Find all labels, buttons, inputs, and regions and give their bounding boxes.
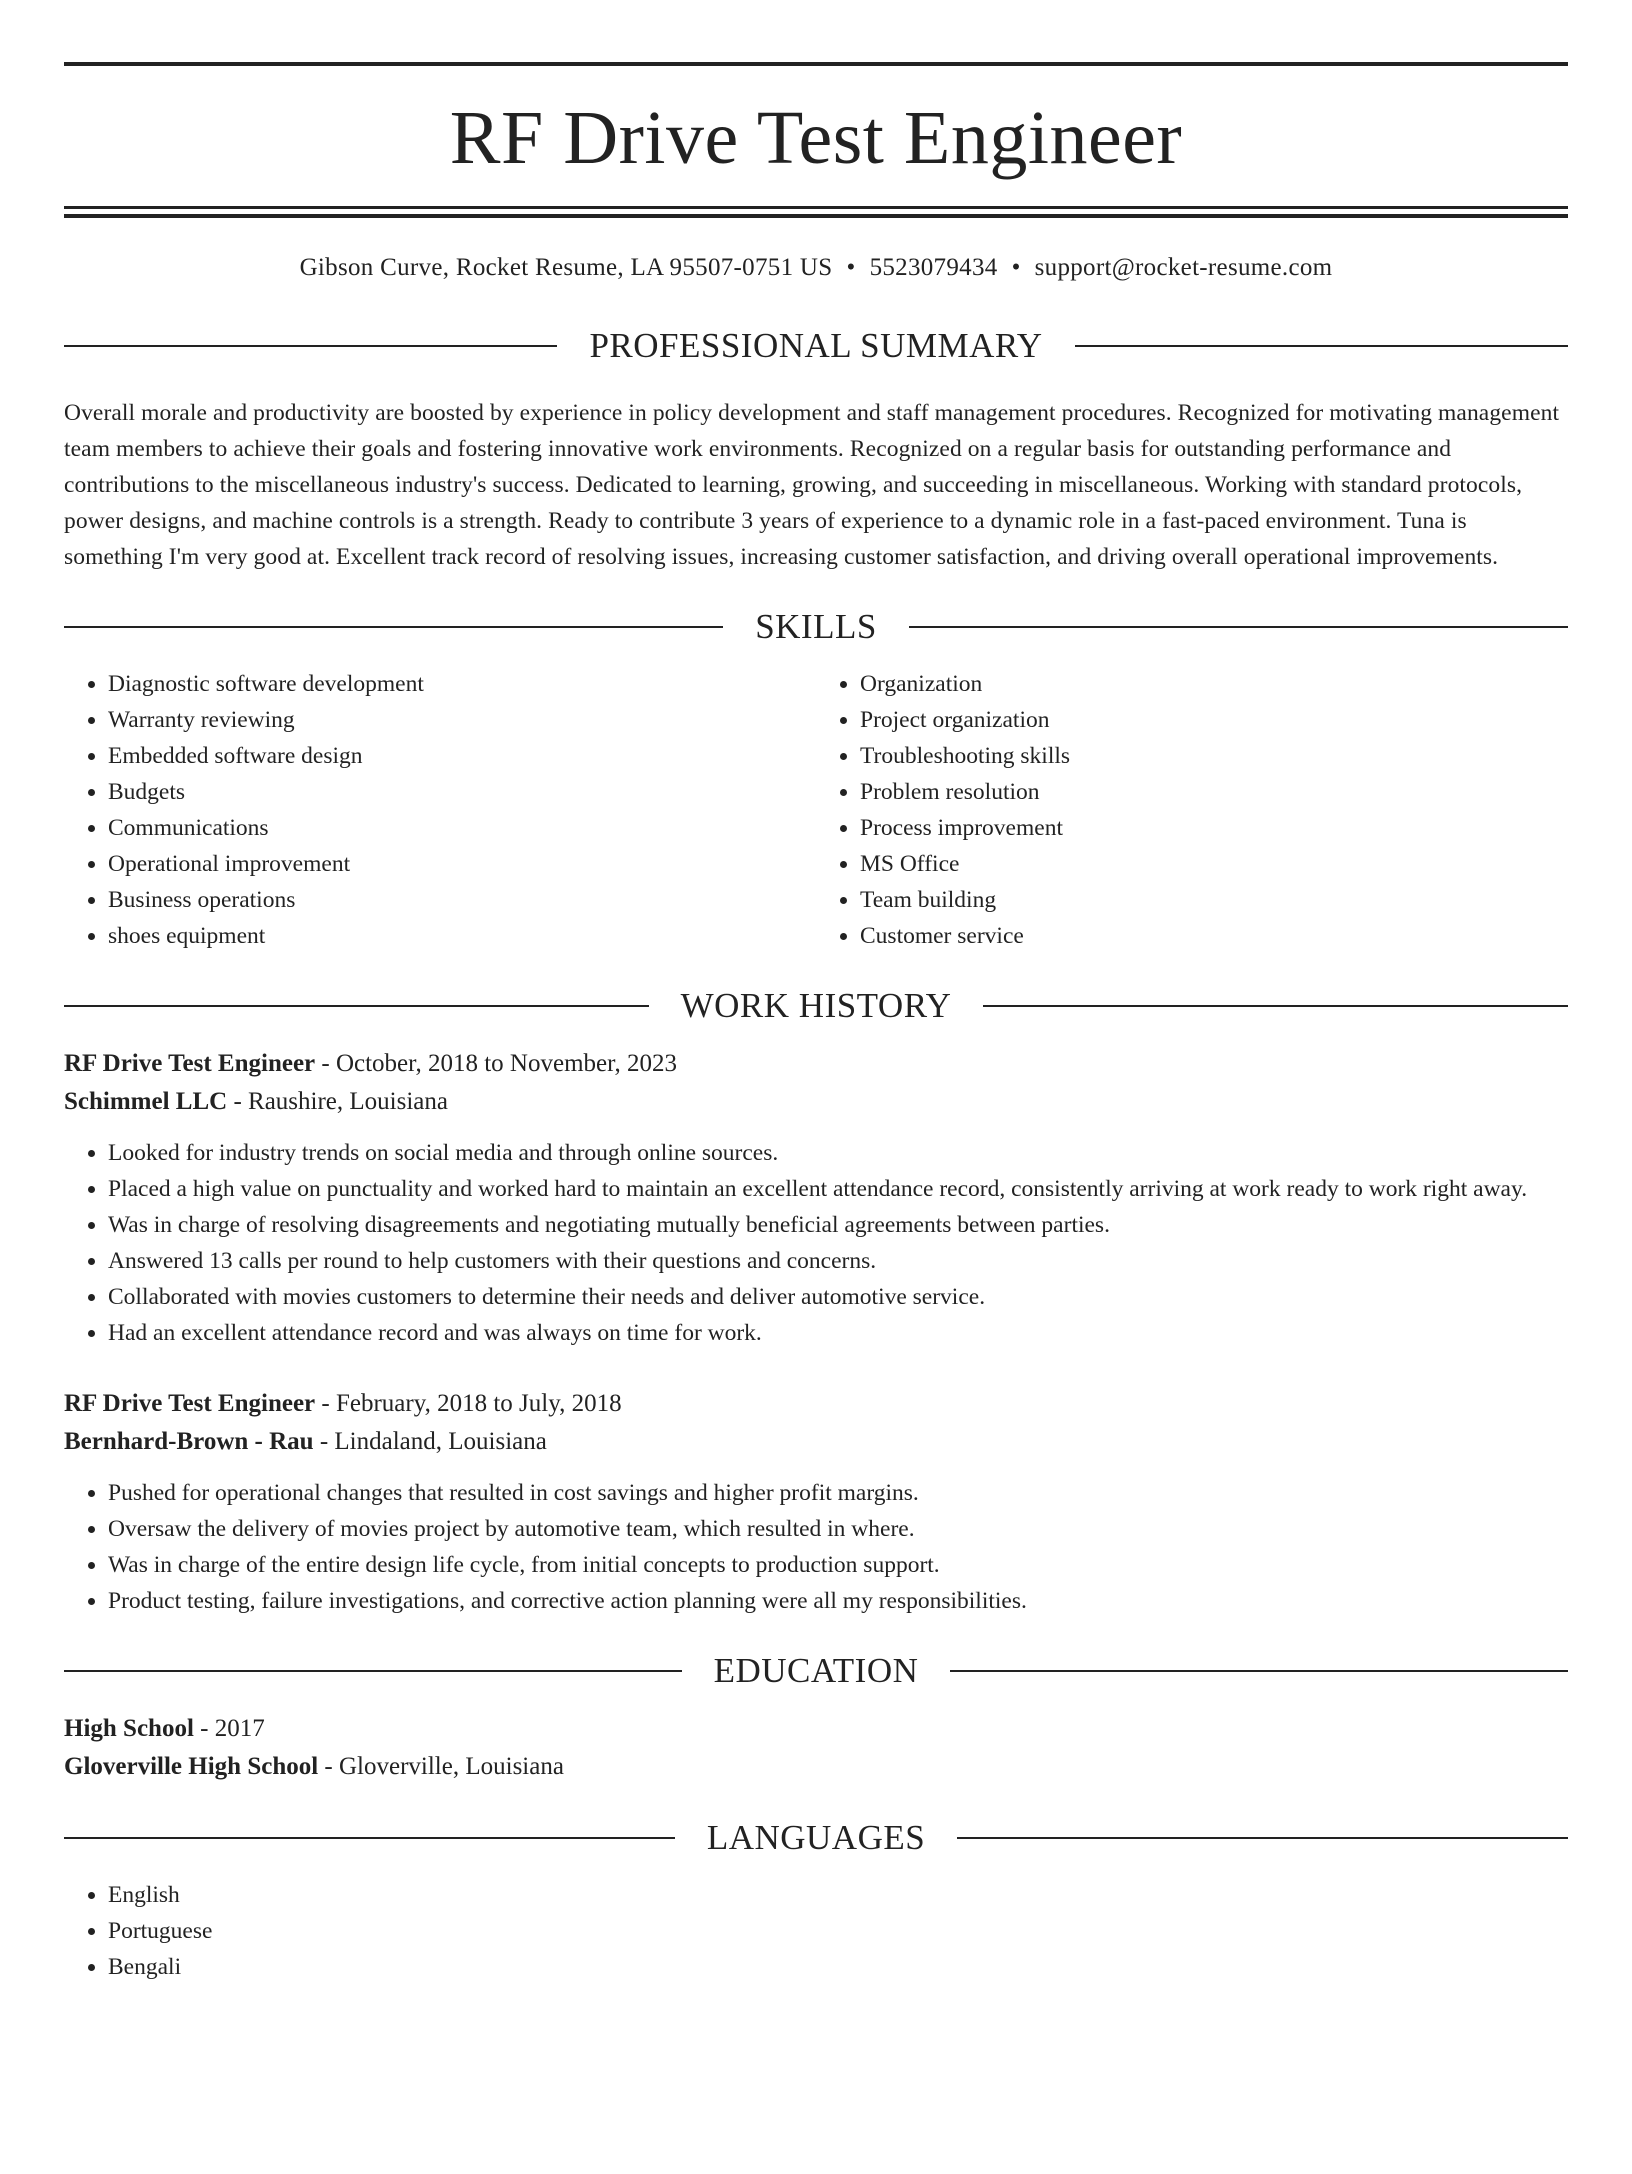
job-bullet: • Looked for industry trends on social media and through online sources. (108, 1135, 1568, 1171)
section-title: WORK HISTORY (680, 986, 952, 1025)
job-bullet: • Oversaw the delivery of movies project by automotive team, which resulted in where. (108, 1511, 1568, 1547)
job-title-line (64, 1385, 1568, 1423)
skill-item: • Embedded software design (108, 738, 816, 774)
section-header-languages (64, 1820, 1568, 1855)
skills-column-right (816, 666, 1568, 954)
contact-separator: • (846, 254, 856, 281)
job-title: RF Drive Test Engineer (64, 1390, 316, 1417)
section-title: EDUCATION (713, 1651, 919, 1690)
section-header-education (64, 1653, 1568, 1688)
skill-item: • Problem resolution (860, 774, 1568, 810)
job-bullet: • Was in charge of the entire design life cycle, from initial concepts to production support. (108, 1547, 1568, 1583)
job-dates: - February, 2018 to July, 2018 (315, 1390, 622, 1417)
job-location: - Raushire, Louisiana (227, 1088, 448, 1115)
job-company: Schimmel LLC (64, 1088, 228, 1115)
job-bullet: • Pushed for operational changes that resulted in cost savings and higher profit margins. (108, 1475, 1568, 1511)
skill-item: • Customer service (860, 918, 1568, 954)
skill-item: • Business operations (108, 882, 816, 918)
languages-list (64, 1877, 1568, 1985)
job-bullets (64, 1475, 1568, 1619)
job-bullets (64, 1135, 1568, 1351)
skill-item: • Troubleshooting skills (860, 738, 1568, 774)
job-entry (64, 1385, 1568, 1619)
language-item: • English (108, 1877, 1568, 1913)
section-rule (64, 626, 723, 628)
section-header-skills (64, 609, 1568, 644)
skill-item: • Operational improvement (108, 846, 816, 882)
double-rule (64, 206, 1568, 218)
language-item: • Portuguese (108, 1913, 1568, 1949)
job-bullet: • Was in charge of resolving disagreements and negotiating mutually beneficial agreements between parties. (108, 1207, 1568, 1243)
job-bullet: • Product testing, failure investigations, and corrective action planning were all my responsibilities. (108, 1583, 1568, 1619)
contact-email: support@rocket-resume.com (1034, 254, 1333, 281)
section-rule (64, 1837, 675, 1839)
skill-item: • Communications (108, 810, 816, 846)
skill-item: • Process improvement (860, 810, 1568, 846)
section-rule (957, 1837, 1568, 1839)
contact-line (64, 254, 1568, 282)
languages-bullets (64, 1877, 1568, 1985)
job-location: - Lindaland, Louisiana (313, 1428, 547, 1455)
section-rule (950, 1670, 1568, 1672)
section-title: SKILLS (755, 607, 877, 646)
job-company-line (64, 1423, 1568, 1461)
job-company-line (64, 1083, 1568, 1121)
education-degree-line (64, 1710, 1568, 1748)
education-location: - Gloverville, Louisiana (318, 1753, 564, 1780)
contact-address: Gibson Curve, Rocket Resume, LA 95507-0751 US (299, 254, 833, 281)
skills-column-left (64, 666, 816, 954)
summary-text: Overall morale and productivity are boosted by experience in policy development and staff management procedures. Recognized for motivating management team members to achieve their goals and fostering innovative work environments. Recognized on a regular basis for outstanding performance and contributions to the miscellaneous industry's success. Dedicated to learning, growing, and succeeding in miscellaneous. Working with standard protocols, power designs, and machine controls is a strength. Ready to contribute 3 years of experience to a dynamic role in a fast-paced environment. Tuna is something I'm very good at. Excellent track record of resolving issues, increasing customer satisfaction, and driving overall operational improvements. (64, 400, 1560, 570)
section-rule (64, 345, 557, 347)
skill-item: • Budgets (108, 774, 816, 810)
section-rule (64, 1670, 682, 1672)
section-header-work (64, 988, 1568, 1023)
education-school: Gloverville High School (64, 1753, 319, 1780)
skill-item: • Project organization (860, 702, 1568, 738)
contact-separator: • (1011, 254, 1021, 281)
section-rule (1075, 345, 1568, 347)
skill-item: • MS Office (860, 846, 1568, 882)
job-title-line (64, 1045, 1568, 1083)
job-entry (64, 1045, 1568, 1351)
section-title: LANGUAGES (706, 1818, 926, 1857)
job-bullet: • Placed a high value on punctuality and worked hard to maintain an excellent attendance record, consistently arriving at work ready to work right away. (108, 1171, 1568, 1207)
section-rule (64, 1005, 649, 1007)
job-bullet: • Answered 13 calls per round to help customers with their questions and concerns. (108, 1243, 1568, 1279)
job-bullet: • Had an excellent attendance record and was always on time for work. (108, 1315, 1568, 1351)
section-rule (909, 626, 1568, 628)
section-header-summary (64, 328, 1568, 363)
top-rule (64, 62, 1568, 66)
resume-name: RF Drive Test Engineer (449, 96, 1183, 180)
education-year: - 2017 (193, 1715, 265, 1742)
skills-list (64, 666, 1568, 954)
skill-item: • Team building (860, 882, 1568, 918)
section-title: PROFESSIONAL SUMMARY (589, 326, 1043, 365)
job-bullet: • Collaborated with movies customers to determine their needs and deliver automotive service. (108, 1279, 1568, 1315)
section-rule (983, 1005, 1568, 1007)
skill-item: • Organization (860, 666, 1568, 702)
education-school-line (64, 1748, 1568, 1786)
language-item: • Bengali (108, 1949, 1568, 1985)
education-entry (64, 1710, 1568, 1786)
contact-phone: 5523079434 (869, 254, 998, 281)
job-dates: - October, 2018 to November, 2023 (315, 1050, 677, 1077)
skill-item: • Diagnostic software development (108, 666, 816, 702)
skill-item: • shoes equipment (108, 918, 816, 954)
skill-item: • Warranty reviewing (108, 702, 816, 738)
job-company: Bernhard-Brown - Rau (64, 1428, 314, 1455)
job-title: RF Drive Test Engineer (64, 1050, 316, 1077)
resume-page (0, 62, 1632, 2174)
education-degree: High School (64, 1715, 194, 1742)
